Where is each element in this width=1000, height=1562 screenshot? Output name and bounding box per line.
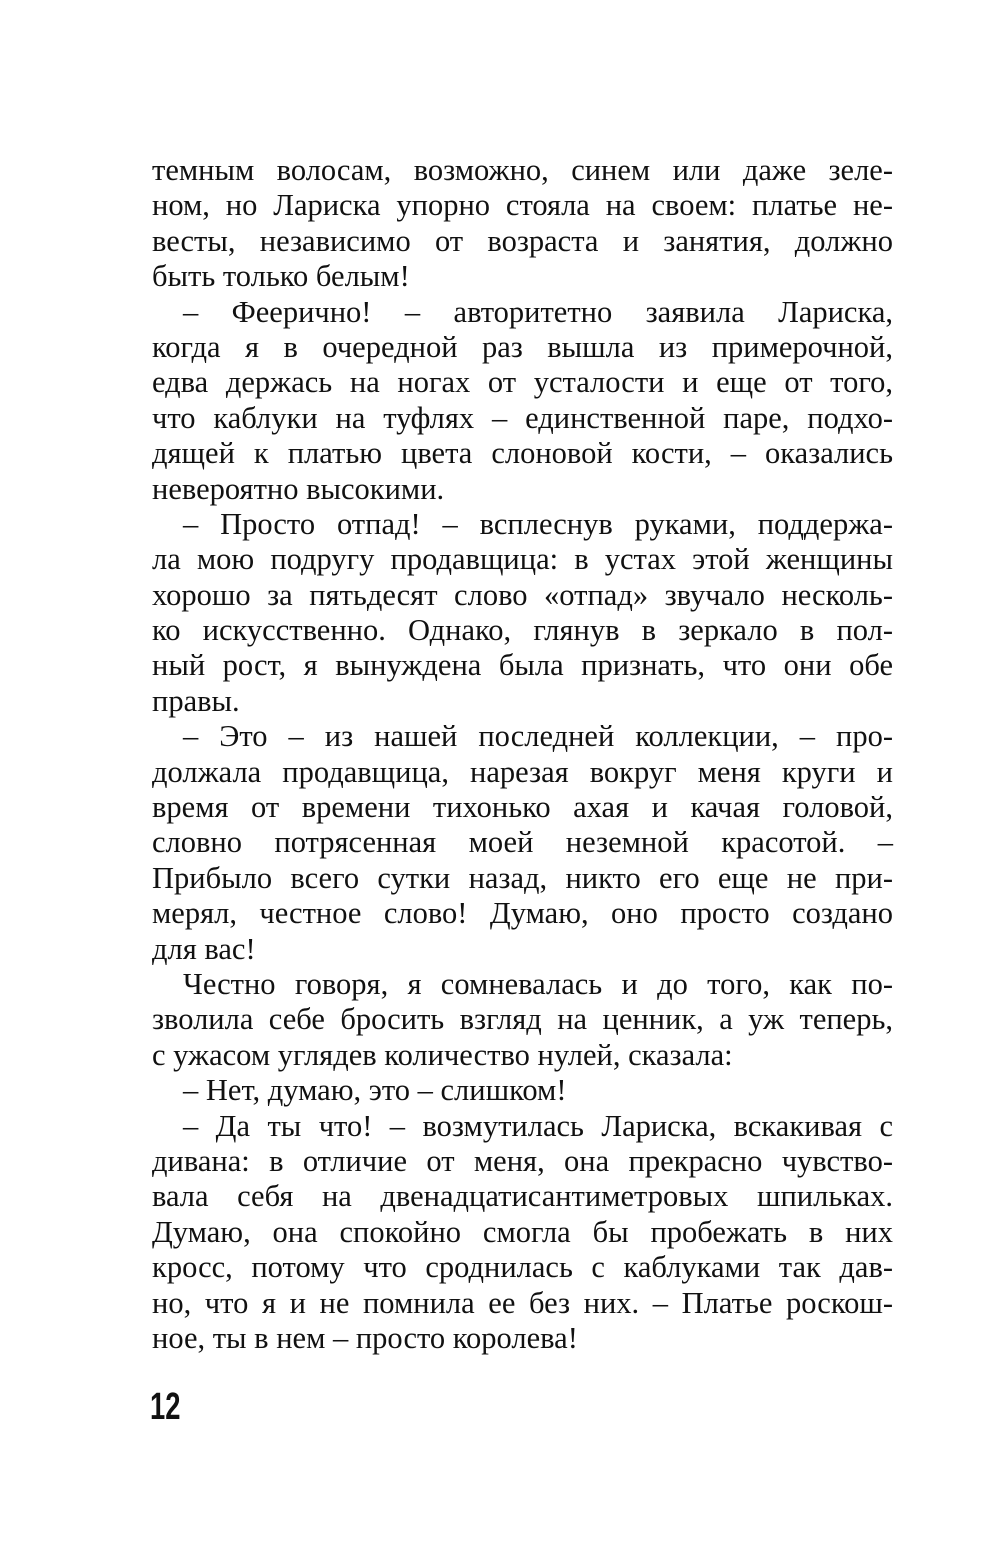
text-line: темным волосам, возможно, синем или даже зеле- <box>152 153 893 187</box>
text-line: правы. <box>152 683 240 718</box>
text-line: Прибыло всего сутки назад, никто его еще не при- <box>152 860 893 895</box>
text-line: с ужасом углядев количество нулей, сказала: <box>152 1037 733 1072</box>
text-line: Честно говоря, я сомневалась и до того, как по- <box>183 966 893 1001</box>
text-line: – Да ты что! – возмутилась Лариска, вскакивая с <box>183 1108 893 1143</box>
text-line: – Феерично! – авторитетно заявила Лариска, <box>183 294 893 329</box>
text-line: быть только белым! <box>152 259 410 294</box>
text-line: ное, ты в нем – просто королева! <box>152 1320 578 1355</box>
text-line: должала продавщица, нарезая вокруг меня круги и <box>152 754 893 789</box>
text-line: словно потрясенная моей неземной красотой. – <box>152 825 893 860</box>
text-line: – Просто отпад! – всплеснув руками, поддержа- <box>183 506 893 541</box>
text-line: ко искусственно. Однако, глянув в зеркало в пол- <box>152 613 893 648</box>
text-line: зволила себе бросить взгляд на ценник, а уж теперь, <box>152 1002 893 1037</box>
text-line: но, что я и не помнила ее без них. – Платье роскош- <box>152 1285 893 1320</box>
text-line: ный рост, я вынуждена была признать, что они обе <box>152 648 893 683</box>
text-line: дящей к платью цвета слоновой кости, – оказались <box>152 436 893 471</box>
text-line: для вас! <box>152 931 256 966</box>
text-line: мерял, честное слово! Думаю, оно просто создано <box>152 896 893 931</box>
text-line: вала себя на двенадцатисантиметровых шпильках. <box>152 1179 893 1214</box>
text-line: едва держась на ногах от усталости и еще от того, <box>152 365 893 400</box>
page-number: 12 <box>150 1386 181 1428</box>
book-page-text <box>152 153 893 1356</box>
text-line: что каблуки на туфлях – единственной паре, подхо- <box>152 400 893 435</box>
text-line: – Это – из нашей последней коллекции, – про- <box>183 719 893 754</box>
text-line: хорошо за пятьдесят слово «отпад» звучало несколь- <box>152 577 893 612</box>
text-line: дивана: в отличие от меня, она прекрасно чувство- <box>152 1143 893 1178</box>
text-line: когда я в очередной раз вышла из примерочной, <box>152 329 893 364</box>
text-line: ном, но Лариска упорно стояла на своем: платье не- <box>152 188 893 223</box>
text-line: кросс, потому что сроднилась с каблуками так дав- <box>152 1250 893 1285</box>
text-line: невероятно высокими. <box>152 471 445 506</box>
text-line: весты, независимо от возраста и занятия, должно <box>152 223 893 258</box>
text-line: – Нет, думаю, это – слишком! <box>183 1073 567 1108</box>
text-line: ла мою подругу продавщица: в устах этой женщины <box>152 542 893 577</box>
text-line: время от времени тихонько ахая и качая головой, <box>152 790 893 825</box>
text-line: Думаю, она спокойно смогла бы пробежать в них <box>152 1214 893 1249</box>
